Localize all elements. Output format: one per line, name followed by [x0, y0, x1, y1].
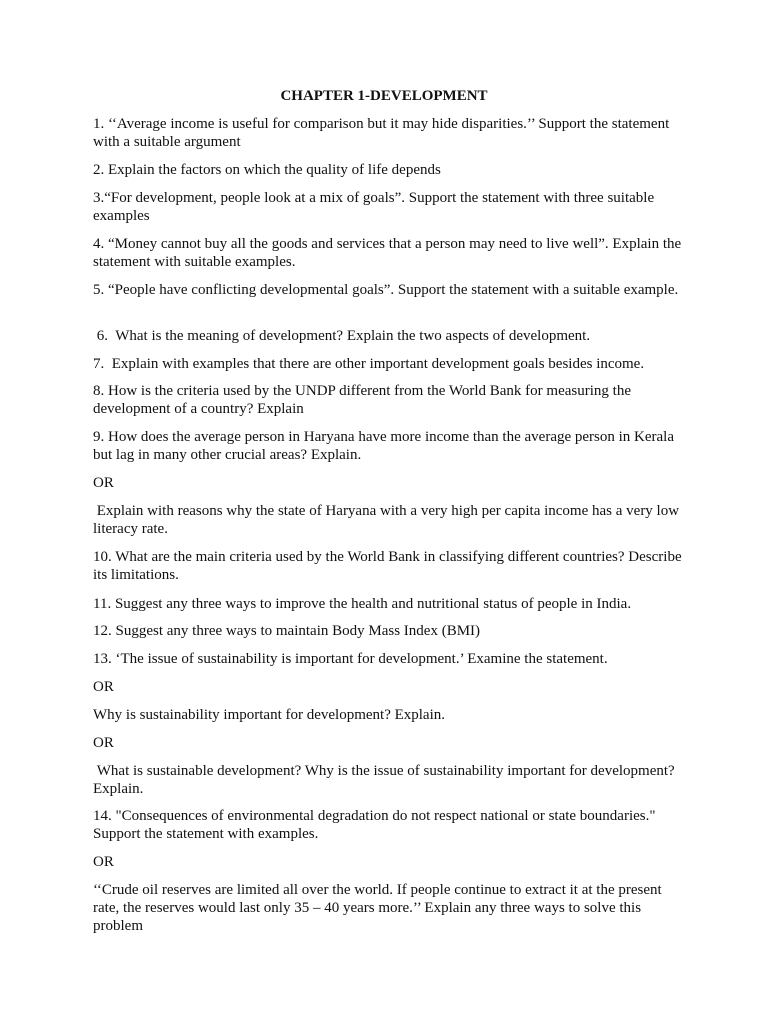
question-13-alternative-1: Why is sustainability important for development? Explain.	[93, 707, 446, 723]
question-8: 8. How is the criteria used by the UNDP different from the World Bank for measuring the development of a country? Explain	[93, 383, 635, 417]
question-14: 14. "Consequences of environmental degradation do not respect national or state boundaries." Support the statement with examples.	[93, 808, 660, 842]
question-4: 4. “Money cannot buy all the goods and services that a person may need to live well”. Explain the statement with suitable examples.	[93, 236, 685, 270]
question-13: 13. ‘The issue of sustainability is important for development.’ Examine the statement.	[93, 651, 608, 667]
chapter-title: CHAPTER 1-DEVELOPMENT	[280, 88, 488, 104]
question-5: 5. “People have conflicting developmental goals”. Support the statement with a suitable example.	[93, 282, 679, 298]
or-separator: OR	[93, 854, 114, 870]
question-9: 9. How does the average person in Haryana have more income than the average person in Kerala but lag in many other crucial areas? Explain.	[93, 429, 678, 463]
question-14-alternative: ‘‘Crude oil reserves are limited all over the world. If people continue to extract it at the present rate, the reserves would last only 35 – 40 years more.’’ Explain any three ways to solve this problem	[93, 882, 666, 934]
question-13-alternative-2: What is sustainable development? Why is the issue of sustainability important for development? Explain.	[93, 763, 679, 797]
or-separator: OR	[93, 475, 114, 491]
question-11: 11. Suggest any three ways to improve the health and nutritional status of people in India.	[93, 596, 632, 612]
question-3: 3.“For development, people look at a mix of goals”. Support the statement with three suitable examples	[93, 190, 658, 224]
or-separator: OR	[93, 735, 114, 751]
question-10: 10. What are the main criteria used by the World Bank in classifying different countries? Describe its limitations.	[93, 549, 686, 583]
question-2: 2. Explain the factors on which the quality of life depends	[93, 162, 441, 178]
question-6: 6. What is the meaning of development? Explain the two aspects of development.	[93, 328, 591, 344]
question-7: 7. Explain with examples that there are other important development goals besides income.	[93, 356, 645, 372]
or-separator: OR	[93, 679, 114, 695]
question-1: 1. ‘‘Average income is useful for comparison but it may hide disparities.’’ Support the statement with a suitable argument	[93, 116, 673, 150]
question-12: 12. Suggest any three ways to maintain Body Mass Index (BMI)	[93, 623, 481, 639]
question-9-alternative: Explain with reasons why the state of Haryana with a very high per capita income has a very low literacy rate.	[93, 503, 683, 537]
